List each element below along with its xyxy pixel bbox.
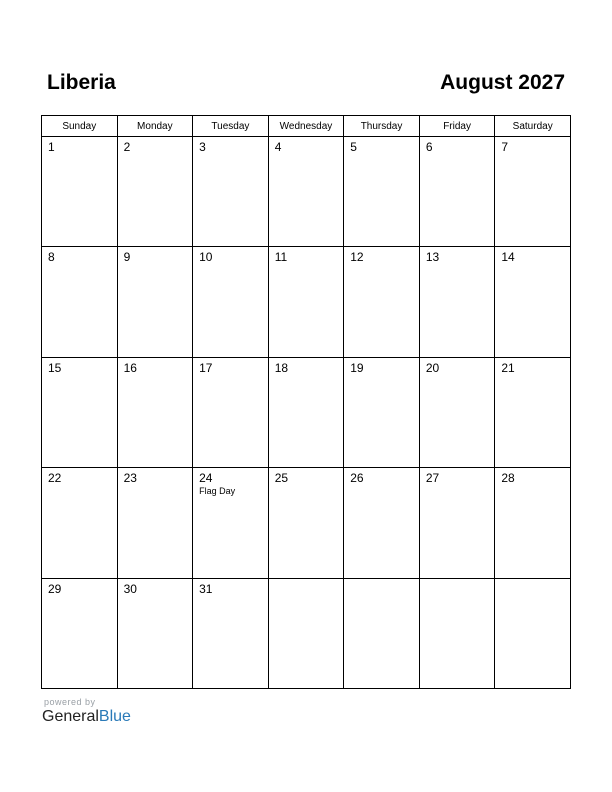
day-cell <box>495 137 571 247</box>
day-cell <box>193 578 269 688</box>
day-cell <box>268 578 344 688</box>
day-cell <box>419 247 495 357</box>
day-cell <box>117 247 193 357</box>
day-cell <box>344 578 420 688</box>
day-number: 20 <box>425 360 440 375</box>
day-number: 24 <box>199 471 213 486</box>
day-cell <box>193 247 269 357</box>
day-number <box>269 579 344 583</box>
weekday-tuesday: Tuesday <box>193 116 269 137</box>
day-cell <box>117 578 193 688</box>
day-cell <box>117 468 193 578</box>
day-number: 10 <box>199 250 213 265</box>
day-cell <box>495 247 571 357</box>
weekday-sunday: Sunday <box>42 116 118 137</box>
day-cell <box>42 247 118 357</box>
day-number: 4 <box>274 140 282 154</box>
day-cell <box>117 137 193 247</box>
day-number: 16 <box>123 360 137 375</box>
day-number: 6 <box>425 140 433 154</box>
day-cell <box>419 468 495 578</box>
day-number: 23 <box>123 471 137 486</box>
day-number: 7 <box>501 140 509 154</box>
powered-by-label: powered by <box>44 697 96 707</box>
day-number: 15 <box>48 360 62 375</box>
day-cell <box>268 137 344 247</box>
holiday-label: Flag Day <box>199 486 236 497</box>
day-number: 28 <box>501 471 515 486</box>
day-cell <box>419 357 495 467</box>
day-cell <box>193 357 269 467</box>
day-number: 2 <box>123 140 131 154</box>
weekday-wednesday: Wednesday <box>268 116 344 137</box>
day-cell <box>495 578 571 688</box>
brand-name-part1: General <box>42 708 99 725</box>
week-row <box>42 357 571 467</box>
week-row <box>42 137 571 247</box>
day-cell <box>193 137 269 247</box>
day-number: 27 <box>425 471 440 486</box>
weekday-monday: Monday <box>117 116 193 137</box>
generalblue-logo[interactable] <box>42 708 131 726</box>
country-title: Liberia <box>47 71 116 94</box>
day-cell <box>419 137 495 247</box>
week-row <box>42 468 571 578</box>
week-row <box>42 247 571 357</box>
day-number: 26 <box>350 471 364 486</box>
day-number: 31 <box>199 581 213 596</box>
day-number: 8 <box>48 250 55 265</box>
day-number: 14 <box>501 250 515 265</box>
day-cell <box>42 578 118 688</box>
day-cell <box>268 357 344 467</box>
day-cell <box>419 578 495 688</box>
day-cell <box>42 137 118 247</box>
day-cell <box>193 468 269 578</box>
day-number: 18 <box>274 360 289 375</box>
day-number: 11 <box>274 250 288 265</box>
day-cell <box>495 468 571 578</box>
week-row <box>42 578 571 688</box>
weekday-friday: Friday <box>419 116 495 137</box>
day-cell <box>42 468 118 578</box>
day-cell <box>344 468 420 578</box>
brand-name-part2: Blue <box>98 708 131 725</box>
day-cell <box>344 247 420 357</box>
day-number <box>495 579 570 583</box>
day-number: 19 <box>350 360 364 375</box>
day-number: 9 <box>123 250 131 265</box>
day-number: 1 <box>48 140 55 154</box>
day-number: 13 <box>425 250 440 265</box>
day-number: 25 <box>274 471 289 486</box>
weekday-saturday: Saturday <box>495 116 571 137</box>
day-number: 12 <box>350 250 364 265</box>
day-cell <box>268 468 344 578</box>
calendar-grid <box>41 115 571 689</box>
weekday-header-row <box>42 116 571 137</box>
day-number: 30 <box>123 581 137 596</box>
day-number: 3 <box>199 140 206 154</box>
day-number: 17 <box>199 360 213 375</box>
day-cell <box>344 137 420 247</box>
day-number: 29 <box>48 581 62 596</box>
month-year-title: August 2027 <box>440 71 565 94</box>
day-number: 5 <box>350 140 357 154</box>
day-number: 22 <box>48 471 62 486</box>
day-cell <box>268 247 344 357</box>
day-number <box>420 579 495 583</box>
weekday-thursday: Thursday <box>344 116 420 137</box>
day-cell <box>344 357 420 467</box>
day-cell <box>495 357 571 467</box>
day-number <box>344 579 419 583</box>
day-cell <box>117 357 193 467</box>
day-number: 21 <box>501 360 515 375</box>
day-cell <box>42 357 118 467</box>
